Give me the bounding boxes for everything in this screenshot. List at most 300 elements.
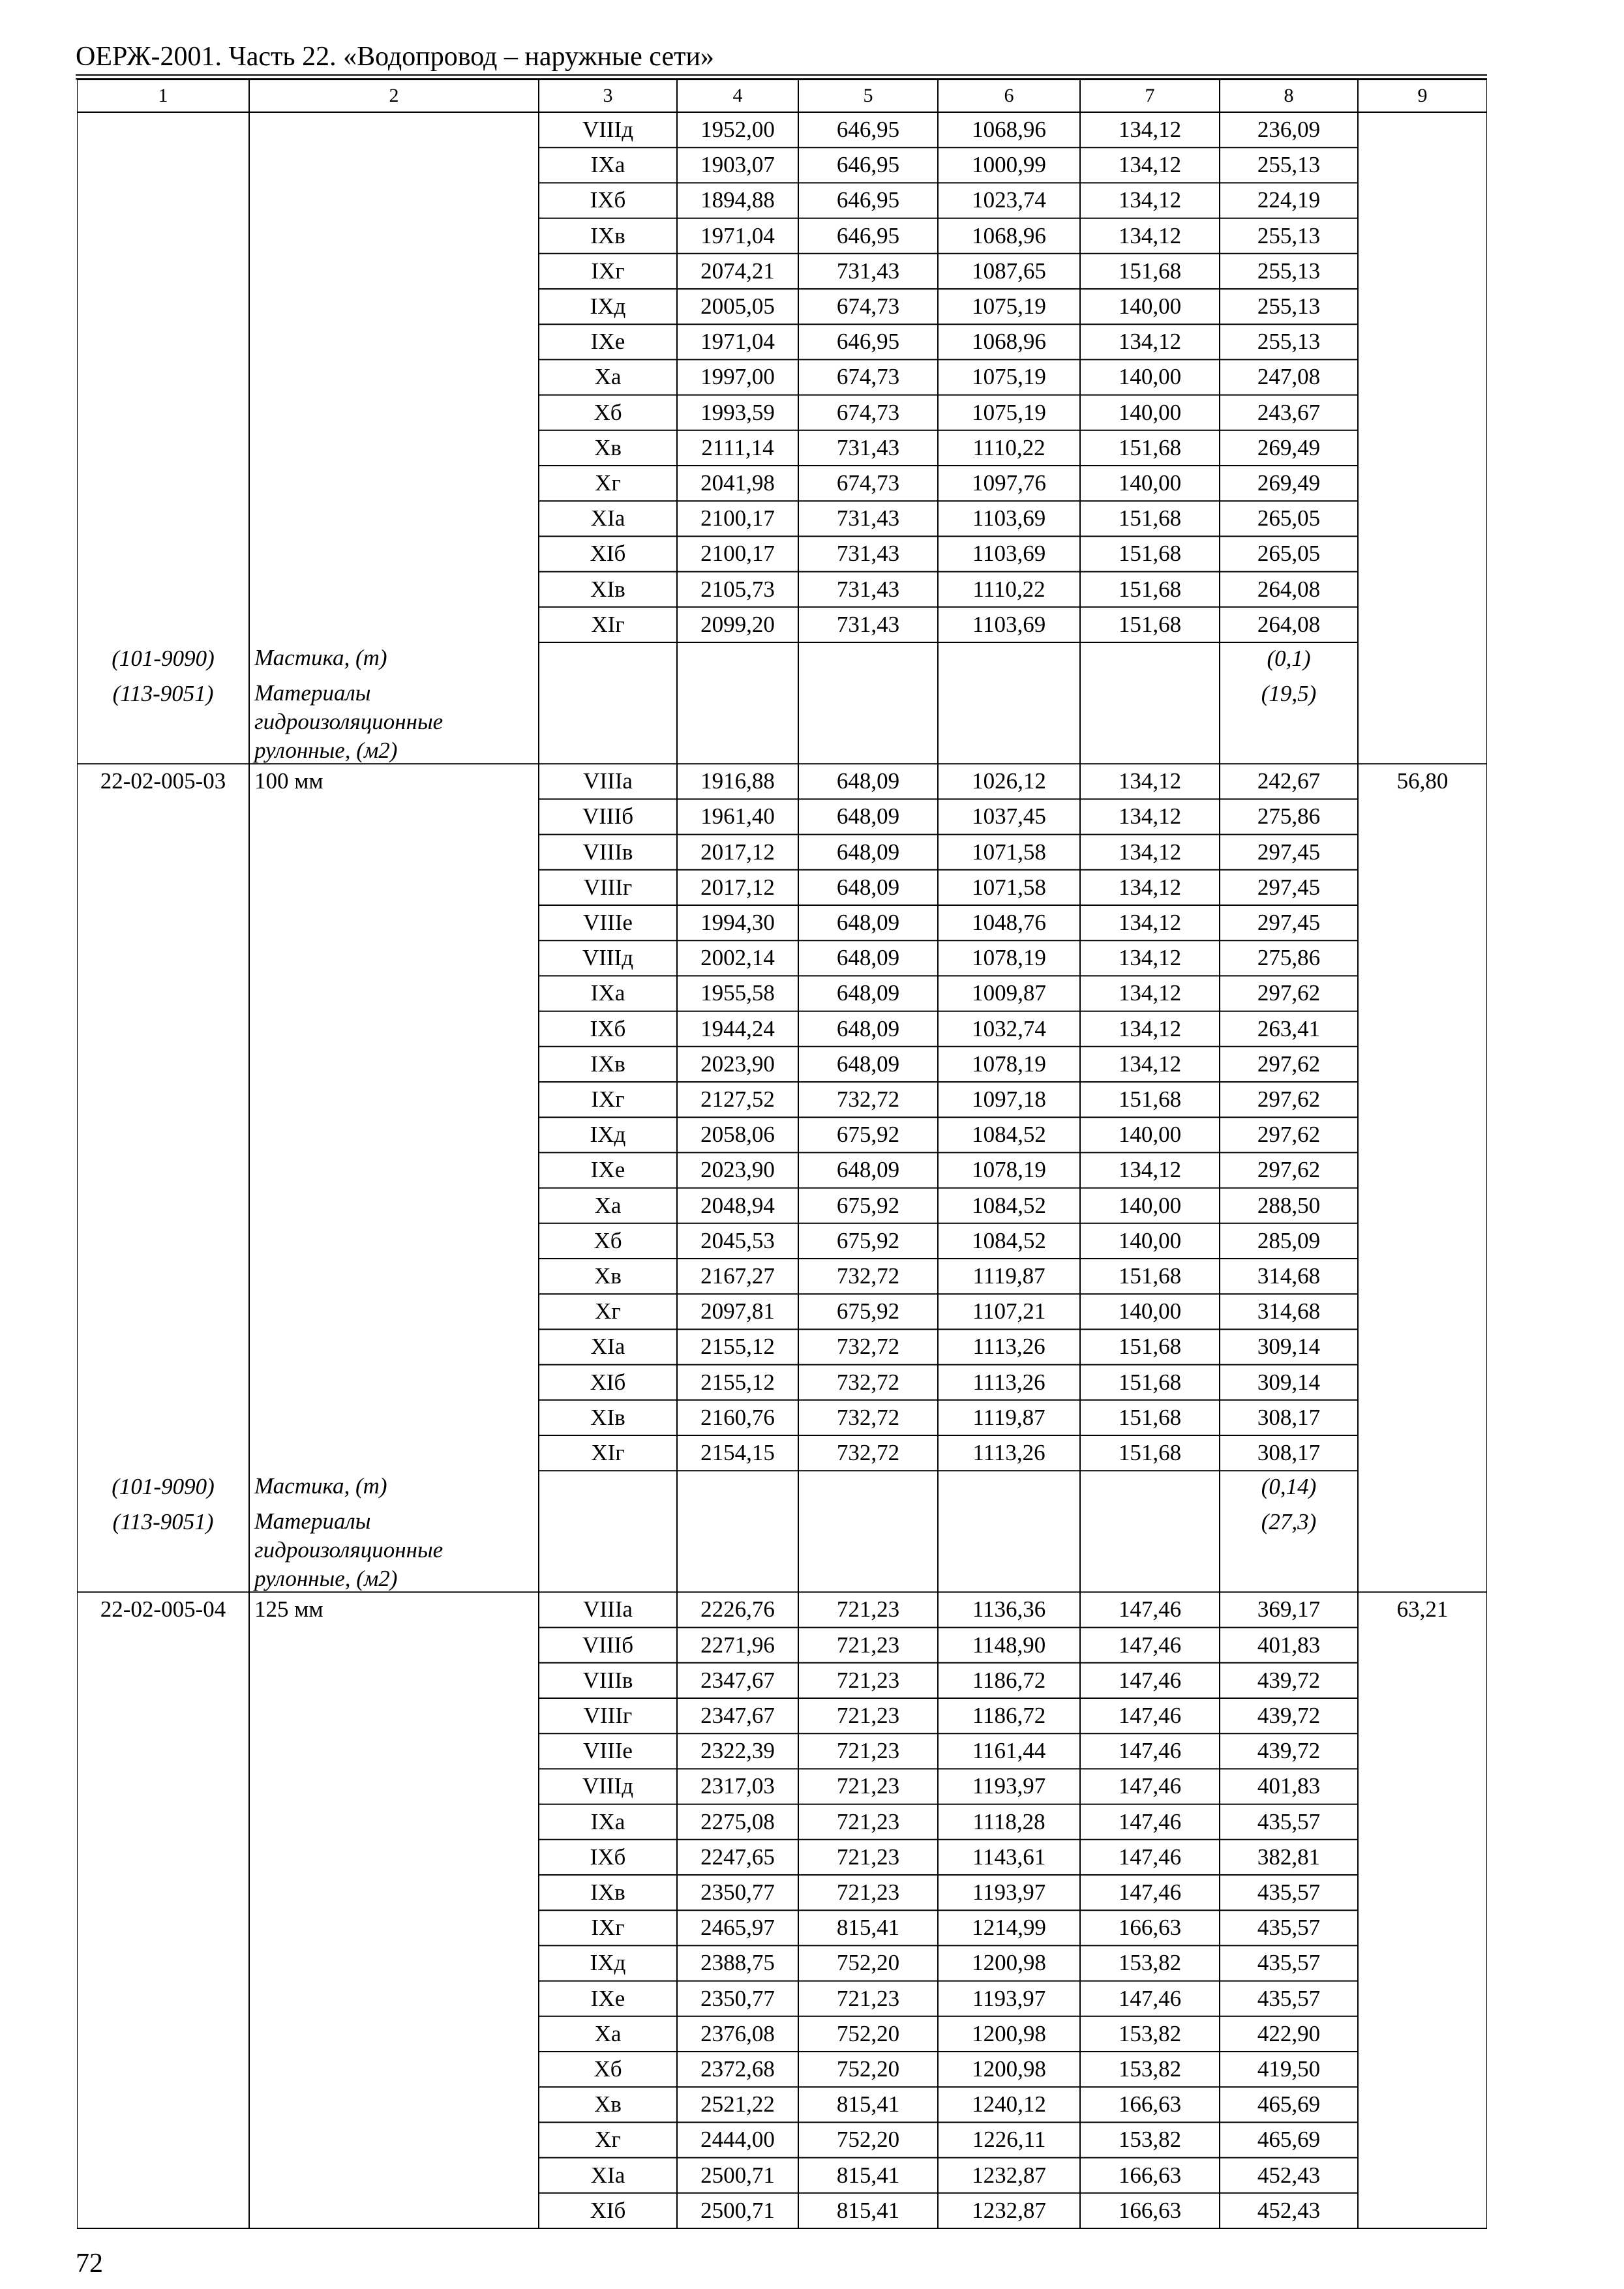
zone-code: VIIIв [582,1667,633,1693]
price-value: 134,12 [1118,1015,1182,1041]
zone-code: IXб [590,1015,626,1041]
price-value: 721,23 [836,1703,900,1728]
price-value: 151,68 [1118,1263,1182,1289]
zone-code: Xг [595,2127,621,2153]
zone-code: XIa [590,1334,625,1360]
price-value: 134,12 [1118,117,1182,142]
price-value: 1037,45 [972,803,1046,830]
price-value: 1118,28 [972,1808,1045,1834]
zone-code: XIa [590,2162,625,2188]
price-value: 1075,19 [972,399,1046,425]
material-norm: (0,1) [1267,646,1311,671]
price-value: 2041,98 [700,470,775,496]
price-value: 1113,26 [972,1369,1045,1395]
price-value: 465,69 [1257,2127,1321,2153]
price-value: 134,12 [1118,768,1182,794]
zone-code: Xб [594,2056,622,2082]
price-value: 151,68 [1118,505,1182,531]
price-value: 1143,61 [972,1844,1046,1870]
zone-code: IXг [591,1086,625,1112]
zone-code: VIIIе [583,1738,633,1764]
price-value: 2099,20 [700,611,775,637]
price-value: 166,63 [1118,2162,1182,2188]
price-value: 675,92 [836,1227,900,1253]
price-value: 308,17 [1257,1440,1321,1465]
price-value: 648,09 [836,768,900,794]
price-value: 732,72 [836,1263,900,1289]
price-value: 1161,44 [972,1738,1046,1764]
price-value: 288,50 [1257,1192,1321,1218]
zone-code: Xa [594,2020,622,2046]
price-value: 153,82 [1118,1950,1182,1976]
price-value: 732,72 [836,1404,900,1430]
price-value: 1955,58 [700,980,775,1006]
price-value: 1084,52 [972,1192,1046,1218]
zone-code: IXa [590,980,625,1006]
price-value: 140,00 [1118,1192,1182,1218]
price-value: 648,09 [836,839,900,865]
price-value: 2048,94 [700,1192,775,1218]
price-value: 439,72 [1257,1703,1321,1728]
price-value: 236,09 [1257,117,1321,142]
price-value: 435,57 [1257,1808,1321,1834]
price-value: 275,86 [1257,803,1321,830]
zone-code: VIIIд [582,1773,634,1799]
price-value: 140,00 [1118,293,1182,319]
item-col9: 63,21 [1396,1596,1449,1623]
price-value: 752,20 [836,2056,900,2082]
zone-code: Xв [594,1263,622,1289]
zone-code: VIIIa [583,1596,633,1623]
price-value: 166,63 [1118,2197,1182,2223]
zone-code: Xa [594,364,622,390]
price-value: 134,12 [1118,1157,1182,1183]
price-value: 134,12 [1118,874,1182,900]
price-value: 1078,19 [972,945,1046,971]
price-value: 265,05 [1257,505,1321,531]
zone-code: XIв [590,576,625,602]
price-value: 721,23 [836,1844,900,1870]
price-value: 646,95 [836,117,900,142]
price-value: 134,12 [1118,839,1182,865]
price-value: 147,46 [1118,1985,1182,2011]
price-value: 2350,77 [700,1985,775,2011]
price-value: 2045,53 [700,1227,775,1253]
price-value: 166,63 [1118,1915,1182,1941]
price-value: 134,12 [1118,910,1182,935]
price-value: 264,08 [1257,576,1321,602]
price-value: 1110,22 [972,434,1045,460]
price-value: 674,73 [836,293,900,319]
price-value: 134,12 [1118,152,1182,178]
price-value: 2017,12 [700,874,775,900]
price-value: 674,73 [836,470,900,496]
zone-code: IXб [590,187,626,213]
price-value: 1944,24 [700,1015,775,1041]
zone-code: VIIIг [583,874,633,900]
price-value: 2023,90 [700,1157,775,1183]
price-value: 675,92 [836,1298,900,1324]
zone-code: Xб [594,399,622,425]
price-value: 151,68 [1118,1334,1182,1360]
zone-code: VIIIд [582,117,634,142]
price-value: 134,12 [1118,222,1182,248]
price-value: 1075,19 [972,364,1046,390]
price-value: 1087,65 [972,258,1046,284]
price-value: 2155,12 [700,1369,775,1395]
price-value: 247,08 [1257,364,1321,390]
price-value: 721,23 [836,1985,900,2011]
price-value: 134,12 [1118,1051,1182,1077]
price-value: 401,83 [1257,1773,1321,1799]
price-value: 732,72 [836,1334,900,1360]
price-value: 721,23 [836,1667,900,1693]
price-value: 1971,04 [700,222,775,248]
price-value: 1186,72 [972,1667,1046,1693]
price-value: 147,46 [1118,1632,1182,1658]
price-value: 1084,52 [972,1227,1046,1253]
zone-code: IXг [591,258,625,284]
price-value: 2271,96 [700,1632,775,1658]
price-value: 648,09 [836,980,900,1006]
zone-code: Xa [594,1192,622,1218]
price-value: 134,12 [1118,980,1182,1006]
price-value: 1971,04 [700,329,775,355]
price-value: 2002,14 [700,945,775,971]
price-value: 2444,00 [700,2127,775,2153]
price-value: 2376,08 [700,2020,775,2046]
price-value: 752,20 [836,1950,900,1976]
material-code: (113-9051) [112,1509,214,1535]
price-value: 151,68 [1118,1404,1182,1430]
material-name: Мастика, (т) [254,1473,387,1499]
price-value: 275,86 [1257,945,1321,971]
price-value: 2105,73 [700,576,775,602]
price-value: 2317,03 [700,1773,775,1799]
price-value: 151,68 [1118,541,1182,567]
price-value: 242,67 [1257,768,1321,794]
price-value: 2500,71 [700,2197,775,2223]
price-value: 1107,21 [972,1298,1046,1324]
price-value: 309,14 [1257,1334,1321,1360]
price-value: 134,12 [1118,945,1182,971]
price-value: 815,41 [836,1915,900,1941]
zone-code: IXв [590,222,625,248]
price-value: 147,46 [1118,1879,1182,1905]
zone-code: IXе [590,329,625,355]
price-value: 1240,12 [972,2091,1046,2117]
price-value: 153,82 [1118,2020,1182,2046]
price-value: 439,72 [1257,1667,1321,1693]
price-value: 1903,07 [700,152,775,178]
price-value: 731,43 [836,541,900,567]
price-value: 140,00 [1118,1298,1182,1324]
price-value: 2005,05 [700,293,775,319]
page-header: ОЕРЖ-2001. Часть 22. «Водопровод – наружные сети» [76,42,714,72]
price-value: 1232,87 [972,2162,1046,2188]
price-value: 243,67 [1257,399,1321,425]
price-value: 382,81 [1257,1844,1321,1870]
zone-code: IXa [590,1808,625,1834]
price-value: 2465,97 [700,1915,775,1941]
price-value: 153,82 [1118,2127,1182,2153]
column-number: 2 [389,85,399,106]
price-value: 1193,97 [972,1985,1046,2011]
zone-code: IXе [590,1985,625,2011]
zone-code: XIa [590,505,625,531]
price-value: 674,73 [836,364,900,390]
price-value: 721,23 [836,1632,900,1658]
price-value: 269,49 [1257,434,1321,460]
zone-code: VIIIa [583,768,633,794]
price-value: 1078,19 [972,1051,1046,1077]
zone-code: Xг [595,1298,621,1324]
price-table [77,80,1487,2242]
price-value: 2167,27 [700,1263,775,1289]
column-number: 3 [603,85,613,106]
zone-code: XIб [590,541,626,567]
column-number: 8 [1284,85,1294,106]
price-value: 1110,22 [972,576,1045,602]
price-value: 147,46 [1118,1703,1182,1728]
price-value: 153,82 [1118,2056,1182,2082]
price-value: 2154,15 [700,1440,775,1465]
page-number: 72 [76,2249,103,2279]
price-value: 1075,19 [972,293,1046,319]
price-value: 147,46 [1118,1844,1182,1870]
zone-code: VIIIв [582,839,633,865]
price-value: 297,62 [1257,1051,1321,1077]
price-value: 1000,99 [972,152,1046,178]
price-value: 140,00 [1118,399,1182,425]
price-value: 1097,18 [972,1086,1046,1112]
material-norm: (27,3) [1261,1509,1317,1535]
price-value: 1136,36 [972,1596,1046,1623]
price-value: 2058,06 [700,1122,775,1148]
price-value: 1200,98 [972,2020,1046,2046]
price-value: 297,62 [1257,1086,1321,1112]
item-col9: 56,80 [1396,768,1449,794]
price-value: 285,09 [1257,1227,1321,1253]
price-value: 1048,76 [972,910,1046,935]
price-value: 1961,40 [700,803,775,830]
price-value: 1200,98 [972,1950,1046,1976]
price-value: 1148,90 [972,1632,1046,1658]
zone-code: XIв [590,1404,625,1430]
price-value: 1023,74 [972,187,1046,213]
price-value: 1119,87 [972,1263,1045,1289]
material-name: Материалы гидроизоляционные рулонные, (м2) [254,1508,444,1592]
price-value: 2500,71 [700,2162,775,2188]
price-value: 147,46 [1118,1773,1182,1799]
item-code: 22-02-005-03 [100,768,226,794]
price-value: 255,13 [1257,258,1321,284]
price-value: 147,46 [1118,1808,1182,1834]
zone-code: IXд [590,1950,626,1976]
price-value: 1068,96 [972,329,1046,355]
price-value: 314,68 [1257,1263,1321,1289]
price-value: 2111,14 [701,434,774,460]
price-value: 646,95 [836,152,900,178]
price-value: 648,09 [836,1157,900,1183]
column-number: 7 [1145,85,1155,106]
price-value: 309,14 [1257,1369,1321,1395]
price-value: 465,69 [1257,2091,1321,2117]
price-value: 452,43 [1257,2197,1321,2223]
price-value: 648,09 [836,1015,900,1041]
price-value: 2097,81 [700,1298,775,1324]
column-number: 5 [863,85,873,106]
price-value: 369,17 [1257,1596,1321,1623]
price-value: 1193,97 [972,1773,1046,1799]
price-value: 1226,11 [972,2127,1046,2153]
price-value: 1078,19 [972,1157,1046,1183]
price-value: 752,20 [836,2020,900,2046]
column-number: 1 [158,85,168,106]
price-value: 648,09 [836,874,900,900]
price-value: 648,09 [836,910,900,935]
zone-code: VIIIд [582,945,634,971]
item-name: 125 мм [254,1596,323,1623]
header-rule [76,74,1487,76]
price-value: 140,00 [1118,1122,1182,1148]
price-value: 151,68 [1118,1369,1182,1395]
zone-code: IXa [590,152,625,178]
zone-code: Xг [595,470,621,496]
zone-code: Xв [594,434,622,460]
price-value: 147,46 [1118,1667,1182,1693]
zone-code: IXб [590,1844,626,1870]
price-value: 151,68 [1118,1086,1182,1112]
price-value: 732,72 [836,1440,900,1465]
price-value: 1068,96 [972,222,1046,248]
price-value: 731,43 [836,434,900,460]
price-value: 151,68 [1118,434,1182,460]
price-value: 2023,90 [700,1051,775,1077]
price-value: 255,13 [1257,329,1321,355]
price-value: 1894,88 [700,187,775,213]
price-value: 419,50 [1257,2056,1321,2082]
price-value: 1032,74 [972,1015,1046,1041]
zone-code: XIг [591,1440,625,1465]
price-value: 151,68 [1118,258,1182,284]
material-code: (101-9090) [112,646,215,671]
zone-code: IXв [590,1051,625,1077]
material-name: Материалы гидроизоляционные рулонные, (м2) [254,680,444,764]
price-value: 2372,68 [700,2056,775,2082]
zone-code: VIIIб [582,803,634,830]
zone-code: XIб [590,1369,626,1395]
price-value: 731,43 [836,576,900,602]
price-value: 314,68 [1257,1298,1321,1324]
price-value: 731,43 [836,611,900,637]
price-value: 401,83 [1257,1632,1321,1658]
price-value: 815,41 [836,2197,900,2223]
price-value: 1214,99 [972,1915,1046,1941]
item-code: 22-02-005-04 [100,1596,226,1623]
price-value: 721,23 [836,1879,900,1905]
price-value: 151,68 [1118,1440,1182,1465]
price-value: 2347,67 [700,1703,775,1728]
item-name: 100 мм [254,768,323,794]
price-value: 435,57 [1257,1950,1321,1976]
price-value: 1997,00 [700,364,775,390]
price-value: 134,12 [1118,187,1182,213]
price-value: 435,57 [1257,1985,1321,2011]
price-value: 2347,67 [700,1667,775,1693]
price-value: 1952,00 [700,117,775,142]
price-value: 1026,12 [972,768,1046,794]
price-value: 1994,30 [700,910,775,935]
price-value: 2127,52 [700,1086,775,1112]
material-code: (101-9090) [112,1474,215,1500]
price-value: 166,63 [1118,2091,1182,2117]
price-value: 1113,26 [972,1440,1045,1465]
zone-code: IXе [590,1157,625,1183]
zone-code: IXд [590,293,626,319]
price-value: 297,45 [1257,874,1321,900]
price-value: 2100,17 [700,505,775,531]
material-norm: (0,14) [1261,1474,1317,1500]
price-value: 1232,87 [972,2197,1046,2223]
price-value: 731,43 [836,258,900,284]
price-value: 648,09 [836,1051,900,1077]
price-value: 297,45 [1257,839,1321,865]
price-value: 1119,87 [972,1404,1045,1430]
price-value: 1113,26 [972,1334,1045,1360]
price-value: 2247,65 [700,1844,775,1870]
price-value: 675,92 [836,1122,900,1148]
price-value: 2155,12 [700,1334,775,1360]
price-value: 646,95 [836,222,900,248]
price-value: 2350,77 [700,1879,775,1905]
price-value: 2160,76 [700,1404,775,1430]
price-value: 732,72 [836,1086,900,1112]
price-value: 1103,69 [972,611,1046,637]
zone-code: VIIIе [583,910,633,935]
zone-code: XIг [591,611,625,637]
zone-code: IXг [591,1915,625,1941]
price-value: 648,09 [836,945,900,971]
column-number: 4 [732,85,743,106]
price-value: 1193,97 [972,1879,1046,1905]
price-value: 2226,76 [700,1596,775,1623]
price-value: 1200,98 [972,2056,1046,2082]
price-value: 721,23 [836,1773,900,1799]
zone-code: IXд [590,1122,626,1148]
price-value: 732,72 [836,1369,900,1395]
price-value: 452,43 [1257,2162,1321,2188]
price-value: 648,09 [836,803,900,830]
price-value: 255,13 [1257,293,1321,319]
price-value: 752,20 [836,2127,900,2153]
price-value: 269,49 [1257,470,1321,496]
price-value: 297,45 [1257,910,1321,935]
price-value: 1009,87 [972,980,1046,1006]
price-value: 264,08 [1257,611,1321,637]
price-value: 721,23 [836,1808,900,1834]
price-value: 435,57 [1257,1879,1321,1905]
material-norm: (19,5) [1261,681,1317,707]
price-value: 815,41 [836,2162,900,2188]
price-value: 1186,72 [972,1703,1046,1728]
price-value: 2074,21 [700,258,775,284]
price-value: 1071,58 [972,874,1046,900]
zone-code: Xв [594,2091,622,2117]
price-value: 147,46 [1118,1738,1182,1764]
price-value: 1916,88 [700,768,775,794]
price-value: 140,00 [1118,1227,1182,1253]
